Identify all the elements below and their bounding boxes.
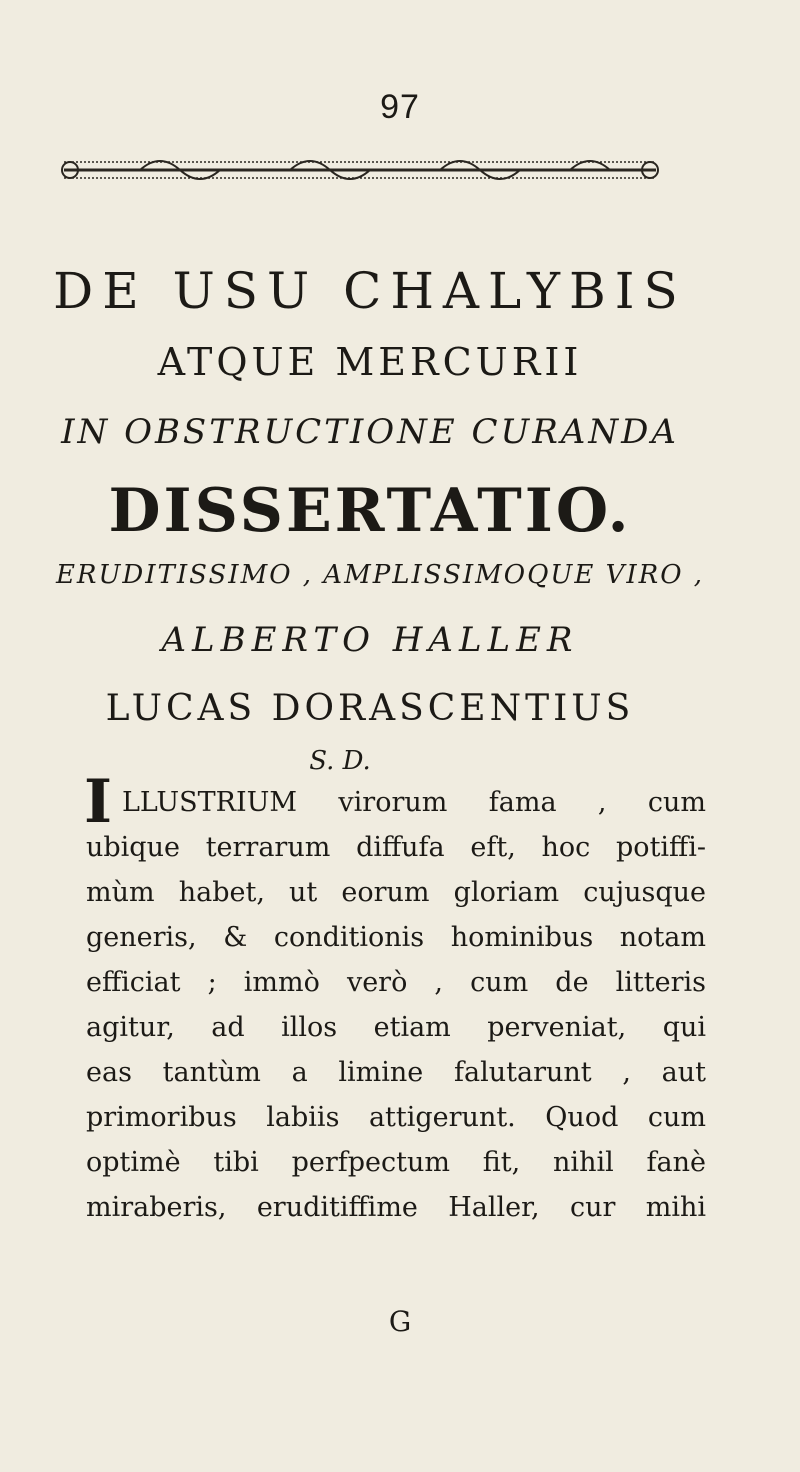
title-line-2: ATQUE MERCURII — [157, 340, 583, 384]
body-line: primoribus labiis attigerunt. Quod cum — [86, 1102, 706, 1133]
title-line-4: DISSERTATIO. — [108, 476, 632, 546]
body-line: miraberis, eruditiffime Haller, cur mihi — [86, 1192, 706, 1223]
body-line: agitur, ad illos etiam perveniat, qui — [86, 1012, 706, 1043]
body-line: optimè tibi perfpectum fit, nihil fanè — [86, 1147, 706, 1178]
dedicatee-name: ALBERTO HALLER — [161, 620, 579, 660]
body-line: efficiat ; immò verò , cum de litteris — [86, 967, 706, 998]
body-line: eas tantùm a limine falutarunt , aut — [86, 1057, 706, 1088]
title-line-1: DE USU CHALYBIS — [53, 262, 687, 320]
body-line: ubique terrarum diffufa eft, hoc potiffi- — [86, 832, 706, 863]
catchword: G — [388, 1305, 412, 1338]
body-line: generis, & conditionis hominibus notam — [86, 922, 706, 953]
page-number: 97 — [380, 88, 420, 126]
author-name: LUCAS DORASCENTIUS — [105, 688, 635, 729]
dedication-line: ERUDITISSIMO , AMPLISSIMOQUE VIRO , — [55, 560, 705, 590]
title-line-3: IN OBSTRUCTIONE CURANDA — [61, 412, 679, 452]
body-line: mùm habet, ut eorum gloriam cujusque — [86, 877, 706, 908]
drop-cap: I — [84, 767, 113, 837]
salutation: S. D. — [309, 746, 371, 776]
body-line: LLUSTRIUM virorum fama , cum — [122, 787, 706, 818]
body-paragraph — [86, 780, 706, 1230]
headpiece-ornament — [60, 150, 660, 190]
